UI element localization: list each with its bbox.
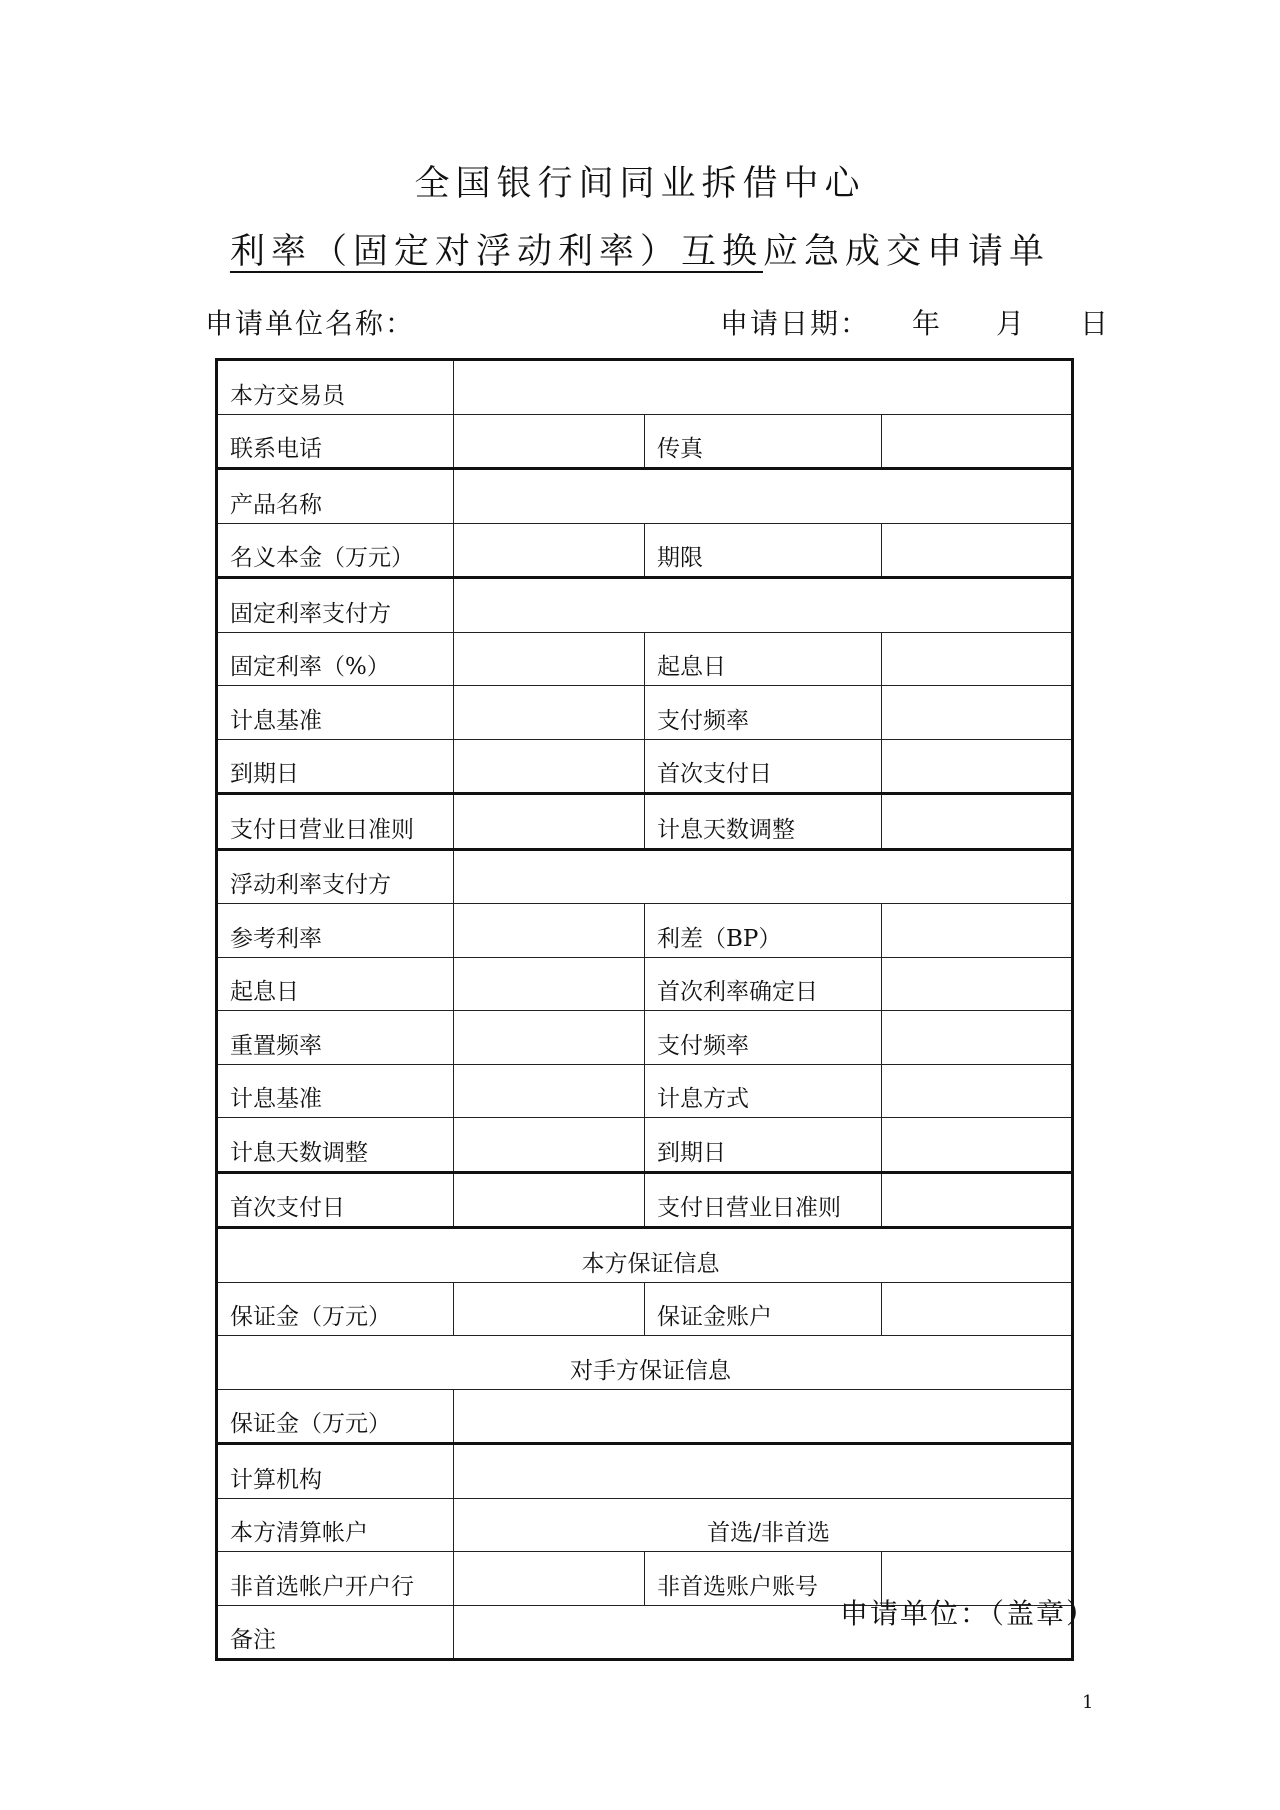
- applicant-seal-label: 申请单位：（盖章）: [840, 1597, 1097, 1630]
- label-fixed-daycount-adj: 计息天数调整: [645, 794, 882, 850]
- label-first-fixing-date: 首次利率确定日: [645, 957, 882, 1011]
- label-fixed-payer: 固定利率支付方: [217, 578, 454, 633]
- field-fixed-bizday[interactable]: [454, 794, 645, 850]
- label-fax: 传真: [645, 414, 882, 469]
- field-calc-agent[interactable]: [454, 1444, 1073, 1499]
- subtitle-underlined: 利率（固定对浮动利率）互换: [229, 232, 763, 272]
- page-number: 1: [1082, 1692, 1094, 1713]
- field-clearing-choice[interactable]: 首选/非首选: [454, 1498, 1073, 1552]
- label-own-margin-amount: 保证金（万元）: [217, 1282, 454, 1336]
- section-own-margin: 本方保证信息: [217, 1228, 1073, 1283]
- field-float-pay-freq[interactable]: [882, 1011, 1073, 1065]
- field-fixed-basis[interactable]: [454, 686, 645, 740]
- label-clearing-account: 本方清算帐户: [217, 1498, 454, 1552]
- field-spread[interactable]: [882, 904, 1073, 958]
- field-fixed-maturity[interactable]: [454, 739, 645, 794]
- field-float-payer[interactable]: [454, 849, 1073, 904]
- label-own-margin-account: 保证金账户: [645, 1282, 882, 1336]
- date-year: 年: [912, 307, 943, 340]
- label-float-bizday: 支付日营业日准则: [645, 1172, 882, 1228]
- field-float-start-date[interactable]: [454, 957, 645, 1011]
- label-reset-freq: 重置频率: [217, 1011, 454, 1065]
- label-fixed-first-pay: 首次支付日: [645, 739, 882, 794]
- date-label: 申请日期：: [720, 307, 871, 340]
- subtitle-rest: 应急成交申请单: [763, 232, 1051, 272]
- section-counterparty-margin: 对手方保证信息: [217, 1336, 1073, 1390]
- field-non-pref-bank[interactable]: [454, 1552, 645, 1606]
- label-phone: 联系电话: [217, 414, 454, 469]
- field-first-fixing-date[interactable]: [882, 957, 1073, 1011]
- label-float-start-date: 起息日: [217, 957, 454, 1011]
- field-fixed-pay-freq[interactable]: [882, 686, 1073, 740]
- application-form-table: [215, 358, 1074, 1661]
- field-term[interactable]: [882, 523, 1073, 578]
- document-subtitle: [0, 224, 1280, 274]
- field-notional[interactable]: [454, 523, 645, 578]
- field-phone[interactable]: [454, 414, 645, 469]
- label-float-pay-freq: 支付频率: [645, 1011, 882, 1065]
- label-term: 期限: [645, 523, 882, 578]
- field-fixed-payer[interactable]: [454, 578, 1073, 633]
- label-float-basis: 计息基准: [217, 1064, 454, 1118]
- label-float-first-pay: 首次支付日: [217, 1172, 454, 1228]
- field-float-maturity[interactable]: [882, 1118, 1073, 1173]
- label-spread: 利差（BP）: [645, 904, 882, 958]
- label-fixed-rate: 固定利率（%）: [217, 632, 454, 686]
- label-ref-rate: 参考利率: [217, 904, 454, 958]
- field-fixed-first-pay[interactable]: [882, 739, 1073, 794]
- field-fixed-daycount-adj[interactable]: [882, 794, 1073, 850]
- label-remarks: 备注: [217, 1605, 454, 1660]
- field-float-daycount-adj[interactable]: [454, 1118, 645, 1173]
- field-fixed-rate[interactable]: [454, 632, 645, 686]
- label-notional: 名义本金（万元）: [217, 523, 454, 578]
- label-cp-margin-amount: 保证金（万元）: [217, 1389, 454, 1444]
- label-fixed-pay-freq: 支付频率: [645, 686, 882, 740]
- field-interest-method[interactable]: [882, 1064, 1073, 1118]
- field-float-first-pay[interactable]: [454, 1172, 645, 1228]
- label-product-name: 产品名称: [217, 469, 454, 524]
- field-ref-rate[interactable]: [454, 904, 645, 958]
- label-fixed-maturity: 到期日: [217, 739, 454, 794]
- label-non-pref-account-no: 非首选账户账号: [645, 1552, 882, 1606]
- label-calc-agent: 计算机构: [217, 1444, 454, 1499]
- label-interest-method: 计息方式: [645, 1064, 882, 1118]
- date-day: 日: [1080, 307, 1111, 340]
- field-float-bizday[interactable]: [882, 1172, 1073, 1228]
- field-fax[interactable]: [882, 414, 1073, 469]
- label-float-maturity: 到期日: [645, 1118, 882, 1173]
- field-own-margin-account[interactable]: [882, 1282, 1073, 1336]
- field-cp-margin-amount[interactable]: [454, 1389, 1073, 1444]
- label-float-daycount-adj: 计息天数调整: [217, 1118, 454, 1173]
- field-own-margin-amount[interactable]: [454, 1282, 645, 1336]
- field-product-name[interactable]: [454, 469, 1073, 524]
- applicant-name-label: 申请单位名称：: [205, 307, 416, 340]
- label-float-payer: 浮动利率支付方: [217, 849, 454, 904]
- document-title: 全国银行间同业拆借中心: [414, 164, 866, 204]
- field-float-basis[interactable]: [454, 1064, 645, 1118]
- field-reset-freq[interactable]: [454, 1011, 645, 1065]
- field-fixed-start-date[interactable]: [882, 632, 1073, 686]
- label-fixed-bizday: 支付日营业日准则: [217, 794, 454, 850]
- label-trader: 本方交易员: [217, 360, 454, 415]
- application-date: [720, 302, 1110, 342]
- label-non-pref-bank: 非首选帐户开户行: [217, 1552, 454, 1606]
- label-fixed-start-date: 起息日: [645, 632, 882, 686]
- date-month: 月: [996, 307, 1027, 340]
- label-fixed-basis: 计息基准: [217, 686, 454, 740]
- field-trader[interactable]: [454, 360, 1073, 415]
